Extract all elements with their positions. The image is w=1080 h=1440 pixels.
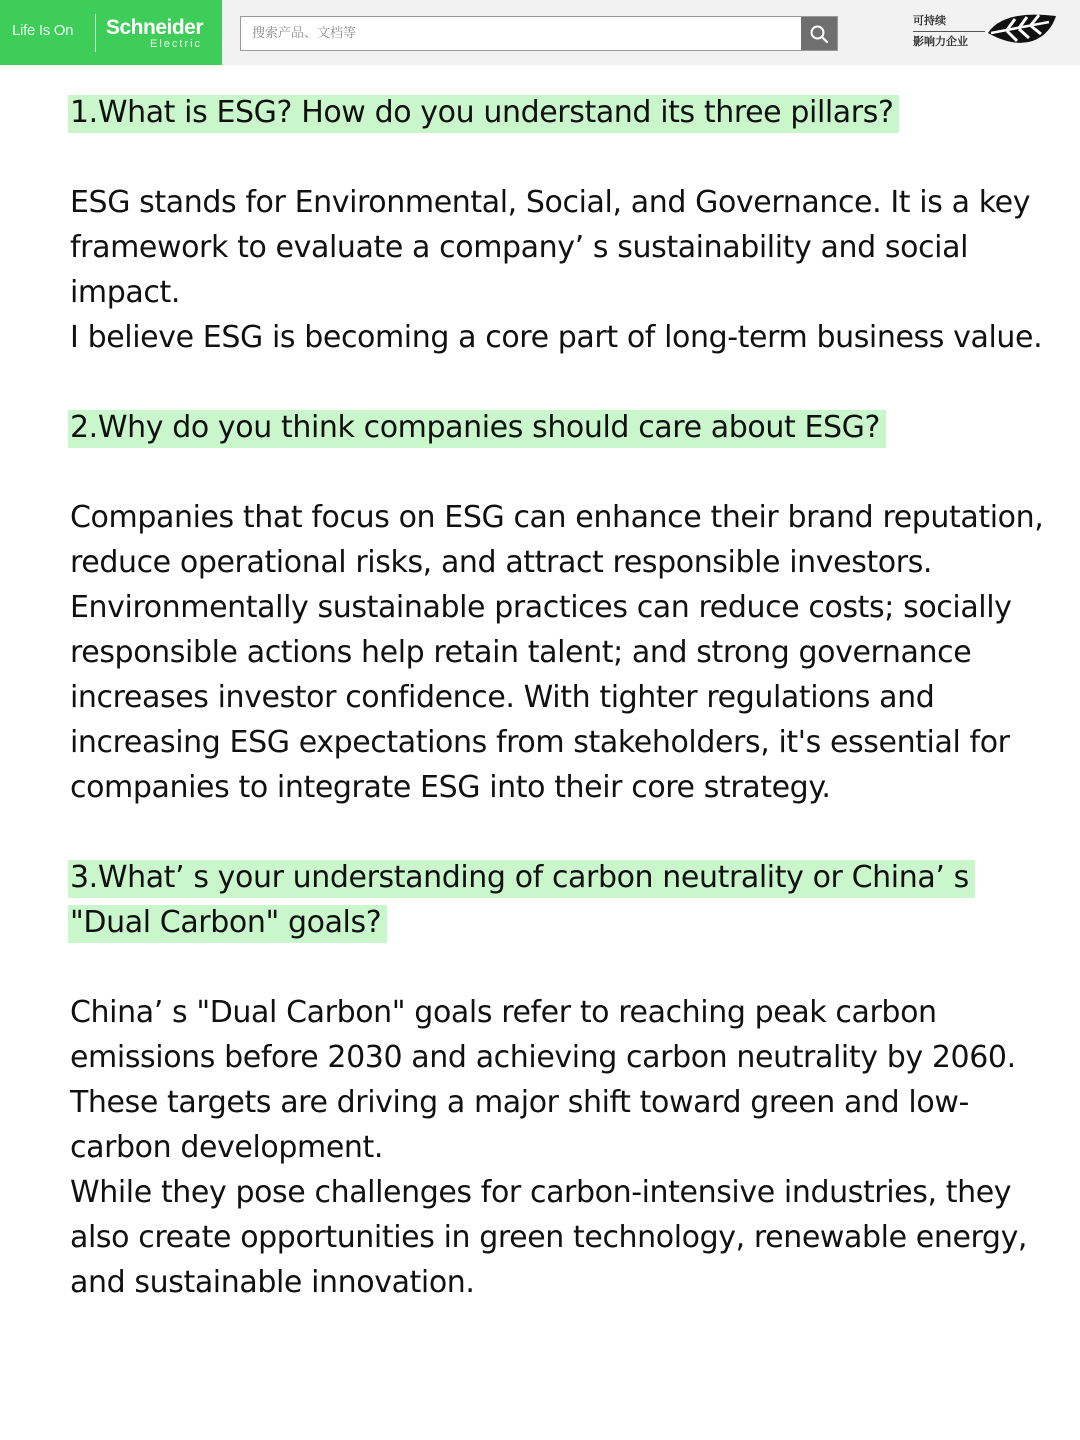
qa-item-3 (70, 855, 1060, 1305)
search-input[interactable] (241, 17, 801, 50)
brand-subname: Electric (150, 38, 203, 50)
question-container (70, 90, 1020, 135)
brand-divider (95, 14, 96, 52)
sustainability-badge-text (913, 11, 985, 52)
badge-line-1: 可持续 (913, 14, 946, 27)
qa-article (70, 90, 1060, 1305)
answer-paragraph: ESG stands for Environmental, Social, and Governance. It is a key framework to evaluate a company’ s sustainability and social impact. (70, 185, 1031, 310)
answer-paragraph: I believe ESG is becoming a core part of long-term business value. (70, 320, 1043, 355)
question-heading: 1.What is ESG? How do you understand its three pillars? (68, 95, 899, 133)
brand-name: Schneider (106, 16, 204, 39)
qa-item-2 (70, 405, 1060, 855)
answer-paragraph: While they pose challenges for carbon-intensive industries, they also create opportunities in green technology, renewable energy, and sustainable innovation. (70, 1175, 1028, 1300)
question-heading: 2.Why do you think companies should care about ESG? (68, 410, 886, 448)
answer-text (70, 495, 1060, 810)
search-button[interactable] (801, 17, 837, 50)
question-container (70, 855, 1020, 945)
question-heading: 3.What’ s your understanding of carbon neutrality or China’ s "Dual Carbon" goals? (68, 860, 975, 943)
badge-line-2: 影响力企业 (913, 35, 968, 48)
brand-tagline: Life Is On (12, 22, 74, 39)
answer-paragraph: China’ s "Dual Carbon" goals refer to reaching peak carbon emissions before 2030 and achieving carbon neutrality by 2060. These targets are driving a major shift toward green and low-carbon development. (70, 995, 1016, 1165)
qa-item-1 (70, 90, 1060, 405)
top-header (0, 0, 1080, 65)
answer-text (70, 990, 1060, 1305)
search-bar (240, 16, 838, 51)
brand-logo[interactable] (0, 0, 222, 65)
question-container (70, 405, 1020, 450)
answer-paragraph: Environmentally sustainable practices can reduce costs; socially responsible actions help retain talent; and strong governance increases investor confidence. With tighter regulations and increasing ESG expectations from stakeholders, it's essential for companies to integrate ESG into their core strategy. (70, 590, 1012, 805)
badge-rule (913, 31, 985, 32)
leaf-icon (985, 10, 1059, 56)
answer-text (70, 180, 1060, 360)
search-icon (809, 24, 829, 44)
answer-paragraph: Companies that focus on ESG can enhance their brand reputation, reduce operational risks, and attract responsible investors. (70, 500, 1044, 580)
